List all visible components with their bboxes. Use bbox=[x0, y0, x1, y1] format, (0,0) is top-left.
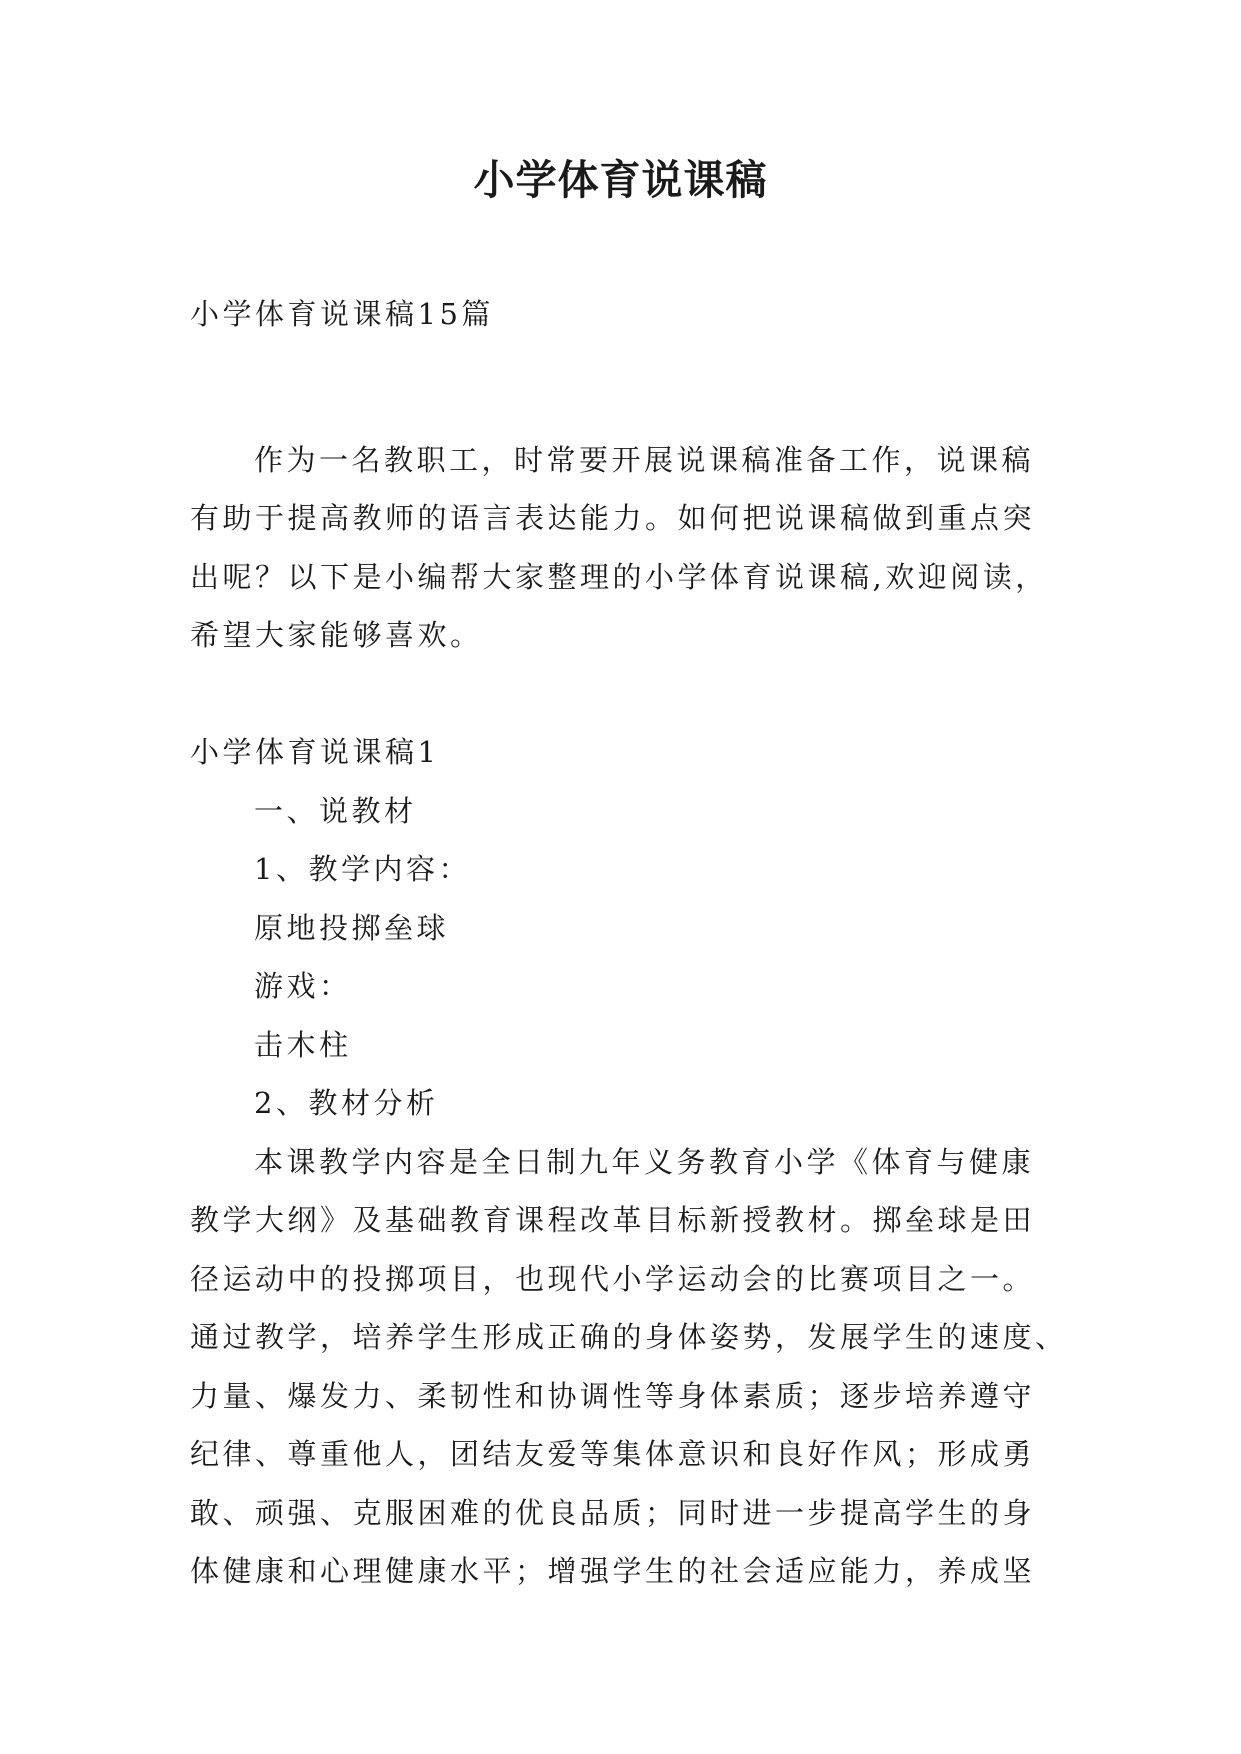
paragraph-line: 径运动中的投掷项目，也现代小学运动会的比赛项目之一。 bbox=[190, 1261, 1036, 1296]
spacer bbox=[190, 665, 1070, 724]
paragraph-line: 作为一名教职工，时常要开展说课稿准备工作，说课稿 bbox=[254, 442, 1035, 477]
outline-item: 游戏： bbox=[254, 969, 352, 1003]
paragraph-line: 教学大纲》及基础教育课程改革目标新授教材。掷垒球是田 bbox=[190, 1203, 1036, 1237]
outline-list bbox=[190, 782, 1070, 1133]
document-subtitle: 小学体育说课稿15篇 bbox=[190, 297, 494, 331]
paragraph-line: 希望大家能够喜欢。 bbox=[190, 618, 483, 652]
outline-item: 一、说教材 bbox=[254, 793, 417, 828]
paragraph-line: 力量、爆发力、柔韧性和协调性等身体素质；逐步培养遵守 bbox=[190, 1378, 1036, 1413]
document-title: 小学体育说课稿 bbox=[473, 156, 768, 204]
document-body bbox=[190, 285, 1070, 1601]
paragraph-line: 体健康和心理健康水平；增强学生的社会适应能力，养成坚 bbox=[190, 1554, 1036, 1588]
paragraph-line: 通过教学，培养学生形成正确的身体姿势，发展学生的速度、 bbox=[190, 1320, 1068, 1354]
section-heading: 小学体育说课稿1 bbox=[190, 735, 440, 769]
spacer bbox=[190, 344, 1070, 431]
paragraph-line: 敢、顽强、克服困难的优良品质；同时进一步提高学生的身 bbox=[190, 1495, 1036, 1530]
paragraph-line: 出呢？以下是小编帮大家整理的小学体育说课稿,欢迎阅读， bbox=[190, 559, 1048, 594]
outline-item: 原地投掷垒球 bbox=[254, 910, 450, 945]
outline-item: 2、教材分析 bbox=[254, 1086, 439, 1120]
outline-item: 1、教学内容： bbox=[254, 852, 471, 886]
paragraph-line: 有助于提高教师的语言表达能力。如何把说课稿做到重点突 bbox=[190, 501, 1036, 535]
paragraph-line: 本课教学内容是全日制九年义务教育小学《体育与健康 bbox=[254, 1144, 1035, 1179]
intro-paragraph bbox=[190, 431, 1070, 665]
paragraph-line: 纪律、尊重他人，团结友爱等集体意识和良好作风；形成勇 bbox=[190, 1437, 1036, 1471]
outline-item: 击木柱 bbox=[254, 1027, 352, 1062]
analysis-paragraph bbox=[190, 1133, 1070, 1601]
